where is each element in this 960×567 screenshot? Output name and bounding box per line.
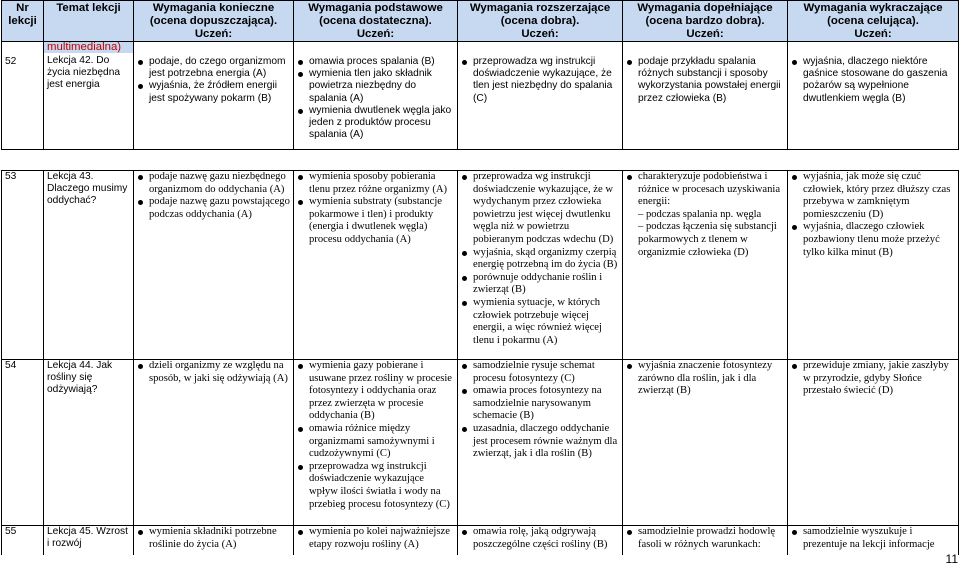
req-cell-3 [458, 526, 623, 555]
req-cell-2 [294, 42, 458, 150]
req-cell-2 [294, 171, 458, 360]
lesson-number: 53 [2, 171, 44, 360]
req-cell-1 [134, 42, 294, 150]
req-cell-3 [458, 42, 623, 150]
requirement-item: wymienia gazy pobierane i usuwane przez rośliny w procesie fotosyntezy i oddychania oraz przez zwierzęta w procesie oddychania (B) [297, 360, 454, 423]
requirement-item: wymienia składniki potrzebne roślinie do życia (A) [137, 526, 290, 551]
requirement-item: samodzielnie rysuje schemat procesu fotosyntezy (C) [461, 360, 619, 385]
header-col-5: Wymagania wykraczające (ocena celująca). Uczeń: [788, 1, 959, 42]
lesson-topic: Lekcja 44. Jak rośliny się odżywiają? [44, 360, 134, 526]
header-col-2: Wymagania podstawowe (ocena dostateczna). Uczeń: [294, 1, 458, 42]
req-cell-5 [788, 171, 959, 360]
req-cell-1 [134, 171, 294, 360]
req-cell-3 [458, 171, 623, 360]
req-cell-2 [294, 360, 458, 526]
table-row [2, 171, 959, 360]
curriculum-table [1, 0, 959, 555]
req-cell-4 [623, 526, 788, 555]
spacer-cell [2, 150, 959, 171]
requirement-item: wyjaśnia, że źródłem energii jest spożywany pokarm (B) [137, 80, 290, 104]
requirement-item: wymienia dwutlenek węgla jako jeden z produktów procesu spalania (A) [297, 105, 454, 142]
page-number: 11 [945, 552, 958, 566]
requirement-item: – podczas spalania np. węgla [638, 208, 762, 220]
requirement-item: wyjaśnia znaczenie fotosyntezy zarówno dla roślin, jak i dla zwierząt (B) [626, 360, 784, 398]
requirement-item: uzasadnia, dlaczego oddychanie jest procesem równie ważnym dla zwierząt, jak i dla roślin (B) [461, 423, 619, 461]
requirement-item: charakteryzuje podobieństwa i różnice w procesach uzyskiwania energii: [626, 171, 784, 209]
requirement-item: omawia proces spalania (B) [297, 56, 454, 68]
requirement-item: wymienia tlen jako składnik powietrza niezbędny do spalania (A) [297, 68, 454, 105]
requirement-item: podaje przykładu spalania różnych substancji i sposoby wykorzystania powstałej energii przez człowieka (B) [626, 56, 784, 105]
requirement-item: wyjaśnia, skąd organizmy czerpią energię potrzebną im do życia (B) [461, 247, 619, 272]
requirement-item: wymienia sposoby pobierania tlenu przez różne organizmy (A) [297, 171, 454, 196]
header-row [2, 1, 959, 42]
requirement-item: wyjaśnia, jak może się czuć człowiek, który przez dłuższy czas przebywa w zamkniętym pomieszczeniu (D) [791, 171, 955, 221]
table-row [2, 360, 959, 526]
requirement-item: podaje nazwę gazu niezbędnego organizmom do oddychania (A) [137, 171, 290, 196]
requirement-item: – podczas łączenia się substancji pokarmowych z tlenem w organizmie człowieka (D) [638, 221, 777, 258]
req-cell-5 [788, 42, 959, 150]
header-temat: Temat lekcji [44, 1, 134, 42]
spacer-row [2, 150, 959, 171]
requirement-item: przewiduje zmiany, jakie zaszłyby w przyrodzie, gdyby Słońce przestało świecić (D) [791, 360, 955, 398]
requirement-item: przeprowadza wg instrukcji doświadczenie wykazujące, że w wydychanym przez człowieka powietrzu jest więcej dwutlenku węgla niż w powietrzu pobieranym podczas wdechu (D) [461, 171, 619, 247]
req-cell-5 [788, 360, 959, 526]
requirement-item: samodzielnie prowadzi hodowlę fasoli w różnych warunkach: [626, 526, 784, 551]
requirement-item: wyjaśnia, dlaczego człowiek pozbawiony tlenu może przeżyć tylko kilka minut (B) [791, 221, 955, 259]
requirement-item: omawia proces fotosyntezy na samodzielnie narysowanym schemacie (B) [461, 385, 619, 423]
header-nr: Nr lekcji [2, 1, 44, 42]
requirement-item: wymienia substraty (substancje pokarmowe i tlen) i produkty (energia i dwutlenek węgla) procesu oddychania (A) [297, 196, 454, 246]
requirement-item: wyjaśnia, dlaczego niektóre gaśnice stosowane do gaszenia pożarów są wypełnione dwutlenkiem węgla (B) [791, 56, 955, 105]
requirement-item: omawia rolę, jaką odgrywają poszczególne części rośliny (B) [461, 526, 619, 551]
topic-fragment: multimedialna) [44, 42, 133, 54]
table-row [2, 526, 959, 555]
lesson-number: 54 [2, 360, 44, 526]
requirement-item: podaje, do czego organizmom jest potrzebna energia (A) [137, 56, 290, 80]
header-col-1: Wymagania konieczne (ocena dopuszczająca). Uczeń: [134, 1, 294, 42]
req-cell-4 [623, 360, 788, 526]
req-cell-1 [134, 360, 294, 526]
requirement-item: samodzielnie wyszukuje i prezentuje na lekcji informacje [791, 526, 955, 551]
requirement-item: wymienia sytuacje, w których człowiek potrzebuje więcej energii, a więc również więcej tlenu i pokarmu (A) [461, 297, 619, 347]
req-cell-2 [294, 526, 458, 555]
header-col-3: Wymagania rozszerzające (ocena dobra). Uczeń: [458, 1, 623, 42]
table-row [2, 42, 959, 150]
requirement-item: podaje nazwę gazu powstającego podczas oddychania (A) [137, 196, 290, 221]
header-col-4: Wymagania dopełniające (ocena bardzo dobra). Uczeń: [623, 1, 788, 42]
requirement-item: przeprowadza wg instrukcji doświadczenie wykazujące, że tlen jest niezbędny do spalania (C) [461, 56, 619, 105]
requirement-item: wymienia po kolei najważniejsze etapy rozwoju rośliny (A) [297, 526, 454, 551]
lesson-topic: multimedialna) Lekcja 42. Do życia niezbędna jest energia [44, 42, 134, 150]
req-cell-4 [623, 171, 788, 360]
req-cell-3 [458, 360, 623, 526]
lesson-number: 52 [2, 42, 44, 150]
lesson-number: 55 [2, 526, 44, 555]
requirement-item: omawia różnice między organizmami samożywnymi i cudzożywnymi (C) [297, 423, 454, 461]
req-cell-1 [134, 526, 294, 555]
requirement-item: porównuje oddychanie roślin i zwierząt (B) [461, 272, 619, 297]
requirement-item: dzieli organizmy ze względu na sposób, w jaki się odżywiają (A) [137, 360, 290, 385]
req-cell-5 [788, 526, 959, 555]
requirement-item: przeprowadza wg instrukcji doświadczenie wykazujące wpływ ilości światła i wody na przebieg procesu fotosyntezy (C) [297, 461, 454, 511]
lesson-topic: Lekcja 45. Wzrost i rozwój [44, 526, 134, 555]
lesson-topic: Lekcja 43. Dlaczego musimy oddychać? [44, 171, 134, 360]
req-cell-4 [623, 42, 788, 150]
